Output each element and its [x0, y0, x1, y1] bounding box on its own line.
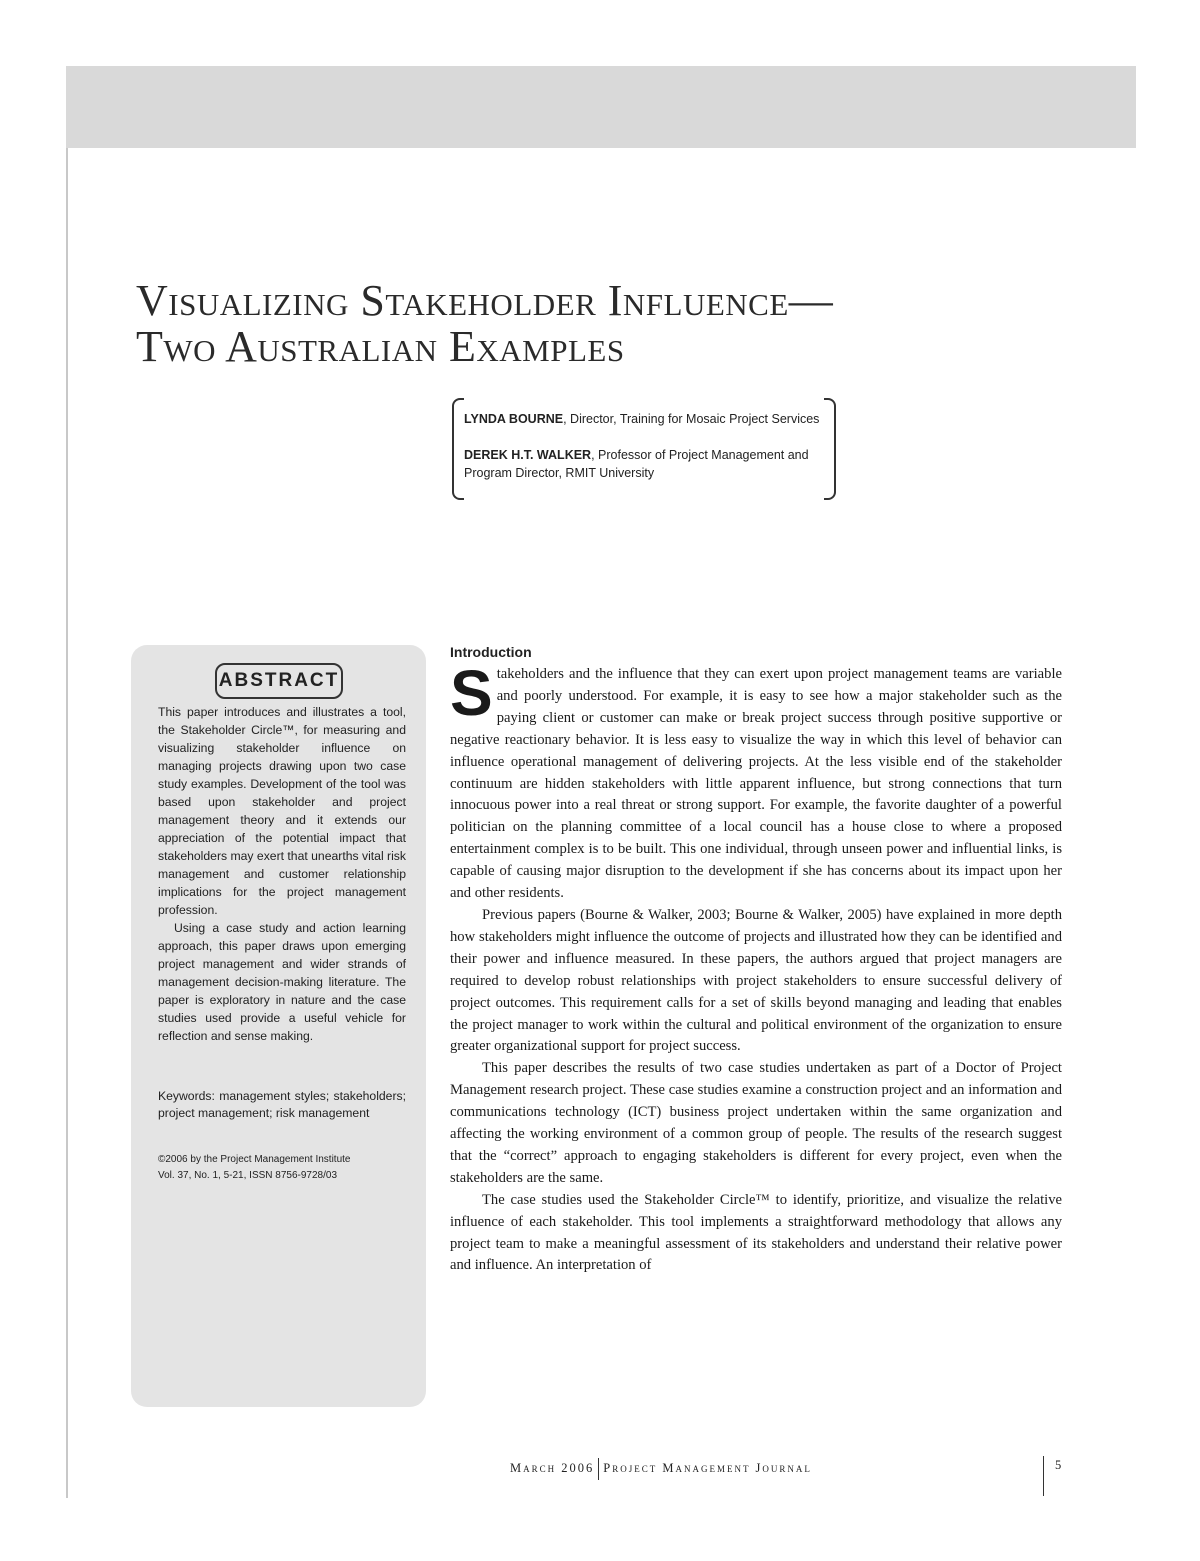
title-line-2: Two Australian Examples — [136, 322, 625, 371]
abstract-box — [131, 645, 426, 1407]
footer-journal-name: Project Management Journal — [603, 1460, 812, 1475]
left-bracket — [452, 398, 464, 500]
body-paragraph-2: Previous papers (Bourne & Walker, 2003; Bourne & Walker, 2005) have explained in more depth how stakeholders might influence the outcome of projects and illustrated how they can be identified and their power and influence measured. In these papers, the authors argued that project managers are required to develop robust relationships with project stakeholders to ensure successful delivery of project outcomes. This requirement calls for a set of skills beyond managing and leading that enables the project manager to work within the cultural and political environment of the organization to ensure greater organizational support for project success. — [450, 906, 1062, 1055]
abstract-text — [158, 703, 406, 1045]
author-1-name: LYNDA BOURNE — [464, 412, 564, 426]
keywords-text: management styles; stakeholders; project management; risk management — [158, 1089, 406, 1120]
copyright-line: ©2006 by the Project Management Institute — [158, 1154, 351, 1165]
volume-line: Vol. 37, No. 1, 5-21, ISSN 8756-9728/03 — [158, 1170, 338, 1181]
right-bracket — [824, 398, 836, 500]
page-number: 5 — [1055, 1458, 1062, 1472]
body-paragraph-4: The case studies used the Stakeholder Circle™ to identify, prioritize, and visualize the relative influence of each stakeholder. This tool implements a straightforward methodology that allows any project team to make a meaningful assessment of its stakeholders and understand their relative power and influence. An interpretation of — [450, 1191, 1062, 1274]
body-paragraph-3: This paper describes the results of two case studies undertaken as part of a Doctor of Project Management research project. These case studies examine a construction project and an information and communications technology (ICT) business project undertaken within the same organization and affecting the working environment of a common group of people. The results of the research suggest that the “correct” approach to engaging stakeholders is different for every project, even when the stakeholders are the same. — [450, 1060, 1062, 1186]
page-footer — [0, 1456, 1200, 1496]
body-paragraph-1-text: takeholders and the influence that they can exert upon project management teams are variable and poorly understood. For example, it is easy to see how a major stakeholder such as the paying client or customer can make or break project success through positive supportive or negative reactionary behavior. It is less easy to visualize the way in which this level of behavior can influence operational management of delivering projects. At the less visible end of the stakeholder continuum are hidden stakeholders with little apparent influence, but strong connections that turn innocuous power into a real threat or strong support. For example, the favorite daughter of a powerful politician on the planning committee of a local council has a house close to where a proposed entertainment complex is to be built. This one individual, through unseen power and influential links, is capable of causing major disruption to the development if she has concerns about its impact upon her and other residents. — [450, 666, 1062, 902]
article-title — [136, 278, 1036, 370]
abstract-keywords — [158, 1088, 406, 1122]
body-paragraph-1 — [450, 657, 1062, 905]
footer-separator — [598, 1458, 599, 1480]
footer-page-rule — [1043, 1456, 1044, 1496]
introduction-body — [450, 657, 1062, 1277]
author-1-affiliation: , Director, Training for Mosaic Project Services — [563, 412, 820, 426]
author-block — [452, 398, 836, 498]
abstract-copyright — [158, 1152, 406, 1184]
title-line-1: Visualizing Stakeholder Influence— — [136, 276, 834, 325]
author-2 — [464, 446, 816, 482]
left-margin-rule — [66, 148, 68, 1498]
abstract-paragraph-1: This paper introduces and illustrates a tool, the Stakeholder Circle™, for measuring and visualizing stakeholder influence on managing projects drawing upon two case study examples. Development of the tool was based upon stakeholder and project management theory and it extends our appreciation of the potential impact that stakeholders may exert that unearths vital risk management and customer relationship implications for the project management profession. — [158, 705, 406, 917]
author-1 — [464, 410, 819, 428]
author-2-affiliation: , Professor of Project Management and Program Director, RMIT University — [464, 448, 809, 480]
footer-issue: March 2006 — [510, 1460, 595, 1475]
abstract-heading: ABSTRACT — [215, 663, 343, 699]
header-band — [66, 66, 1136, 148]
footer-journal — [510, 1458, 812, 1480]
keywords-label: Keywords: — [158, 1089, 215, 1103]
author-2-name: DEREK H.T. WALKER — [464, 448, 592, 462]
drop-cap: S — [450, 657, 493, 729]
introduction-heading: Introduction — [450, 644, 532, 660]
abstract-paragraph-2: Using a case study and action learning approach, this paper draws upon emerging project management and wider strands of management decision-making literature. The paper is exploratory in nature and the case studies used provide a useful vehicle for reflection and sense making. — [158, 921, 406, 1043]
